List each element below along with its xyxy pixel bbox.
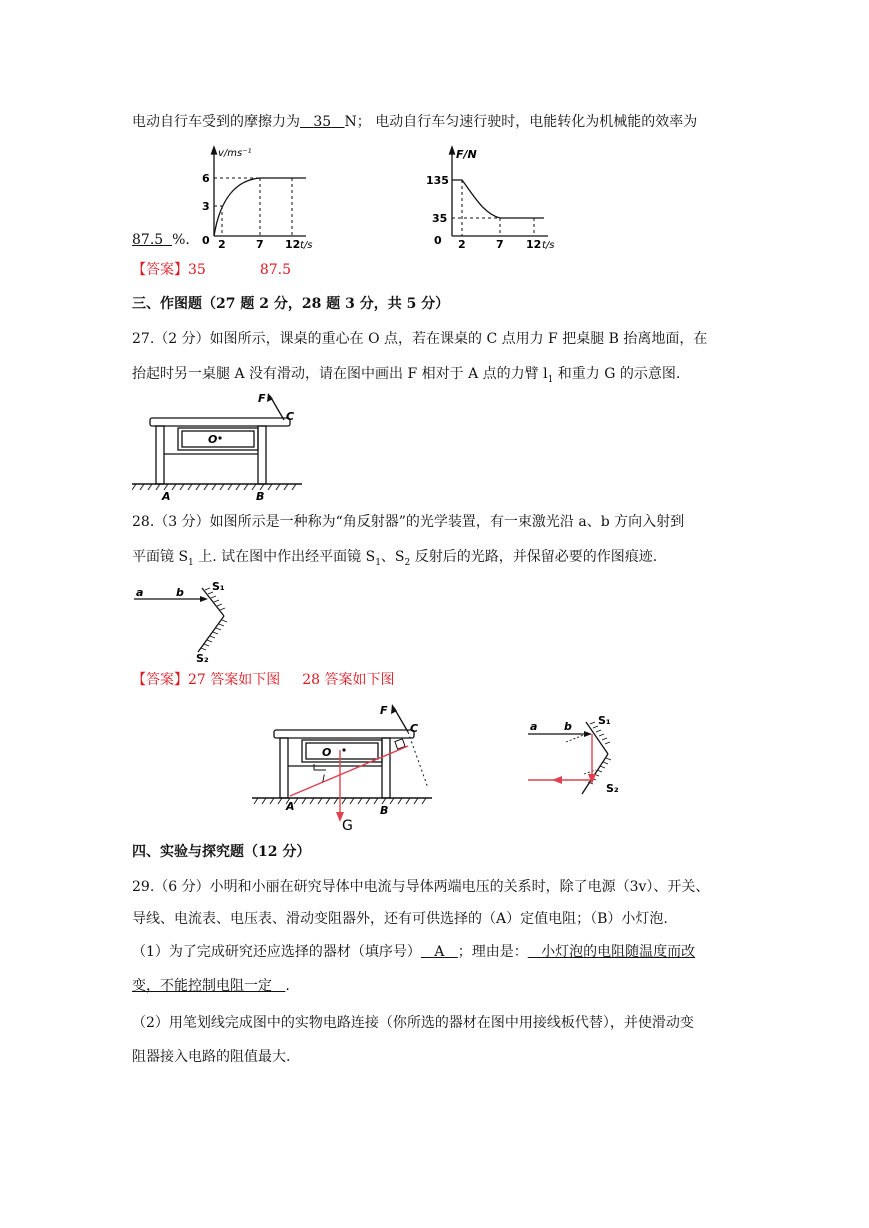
- desk-label-O: O: [208, 433, 218, 446]
- v-x-axis-label: t/s: [300, 240, 313, 250]
- answer-desk-label-C: C: [410, 722, 419, 735]
- answer-ray-label-a: a: [530, 720, 538, 733]
- f-tick-135: 135: [426, 174, 449, 187]
- q29-part1-line2: 变，不能控制电阻一定 .: [132, 978, 290, 994]
- reason-answer-blank: 小灯泡的电阻随温度而改: [541, 944, 696, 960]
- f-x-axis-label: t/s: [542, 240, 555, 250]
- v-axis-label: v/ms⁻¹: [218, 148, 252, 159]
- q29-line2: 导线、电流表、电压表、滑动变阻器外，还有可供选择的（A）定值电阻；（B）小灯泡.: [132, 911, 668, 927]
- answer-27-28: 【答案】27 答案如下图 28 答案如下图: [132, 672, 395, 688]
- f-xtick-7: 7: [496, 238, 504, 250]
- ray-label-b: b: [176, 586, 184, 599]
- answer-mirror-label-S1: S₁: [598, 714, 611, 727]
- f-xtick-2: 2: [458, 238, 466, 250]
- force-time-graph: [426, 144, 556, 250]
- v-tick-3: 3: [202, 200, 210, 213]
- q29-part1-line1: （1）为了完成研究还应选择的器材（填序号） A ；理由是： 小灯泡的电阻随温度而改: [132, 944, 696, 960]
- q26-line1: 电动自行车受到的摩擦力为 35 N； 电动自行车匀速行驶时，电能转化为机械能的效率为: [132, 114, 698, 130]
- answer-desk-label-B: B: [380, 804, 389, 817]
- desk-label-C: C: [286, 410, 295, 423]
- ray-label-a: a: [136, 586, 144, 599]
- answer-desk-label-l: l: [322, 774, 325, 785]
- q27-line2: 抬起时另一桌腿 A 没有滑动，请在图中画出 F 相对于 A 点的力臂 $l_1$ 和重力 G 的示意图.: [132, 366, 681, 385]
- equipment-answer-blank: A: [434, 944, 445, 960]
- section4-heading: 四、实验与探究题（12 分）: [132, 844, 311, 860]
- corner-reflector-figure: [132, 580, 242, 662]
- section3-heading: 三、作图题（27 题 2 分，28 题 3 分，共 5 分）: [132, 296, 450, 312]
- answer-reflector-figure: [526, 712, 626, 806]
- desk-label-B: B: [256, 490, 265, 503]
- f-axis-label: F/N: [456, 148, 477, 161]
- velocity-time-graph: [196, 144, 316, 250]
- friction-answer-blank: 35: [313, 114, 332, 130]
- v-tick-6: 6: [202, 172, 210, 185]
- f-tick-35: 35: [432, 212, 448, 225]
- v-xtick-7: 7: [256, 238, 264, 250]
- q29-part2-line2: 阻器接入电路的阻值最大.: [132, 1049, 291, 1065]
- answer-desk-label-F: F: [380, 704, 388, 717]
- answer-ray-label-b: b: [564, 720, 572, 733]
- answer-desk-label-G: G: [342, 818, 353, 830]
- mirror-label-S2: S₂: [196, 652, 209, 662]
- q29-line1: 29.（6 分）小明和小丽在研究导体中电流与导体两端电压的关系时，除了电源（3v）、开关、: [132, 879, 710, 895]
- answer-desk-label-O: O: [322, 746, 332, 759]
- q29-part2-line1: （2）用笔划线完成图中的实物电路连接（你所选的器材在图中用接线板代替），并使滑动变: [132, 1015, 694, 1031]
- answer-mirror-label-S2: S₂: [606, 782, 619, 795]
- q26-answer: 【答案】35 87.5: [132, 262, 291, 278]
- desk-figure: [132, 392, 302, 504]
- desk-label-F: F: [258, 392, 266, 405]
- efficiency-answer-blank: 87.5: [132, 232, 164, 248]
- q27-line1: 27.（2 分）如图所示，课桌的重心在 O 点，若在课桌的 C 点用力 F 把桌腿 B 抬离地面，在: [132, 331, 708, 347]
- desk-label-A: A: [162, 490, 171, 503]
- q26-line2: 87.5 %.: [132, 232, 190, 248]
- v-xtick-2: 2: [218, 238, 226, 250]
- q28-line1: 28.（3 分）如图所示是一种称为“角反射器”的光学装置，有一束激光沿 a、b 方向入射到: [132, 514, 685, 530]
- v-xtick-12: 12: [285, 238, 301, 250]
- v-origin: 0: [202, 234, 210, 247]
- answer-desk-label-A: A: [286, 800, 295, 813]
- answer-desk-figure: [252, 700, 442, 830]
- f-xtick-12: 12: [526, 238, 542, 250]
- mirror-label-S1: S₁: [212, 580, 225, 593]
- q28-line2: 平面镜 $S_1$ 上. 试在图中作出经平面镜 $S_1$、$S_2$ 反射后的光路，并保留必要的作图痕迹.: [132, 549, 658, 568]
- f-origin: 0: [434, 234, 442, 247]
